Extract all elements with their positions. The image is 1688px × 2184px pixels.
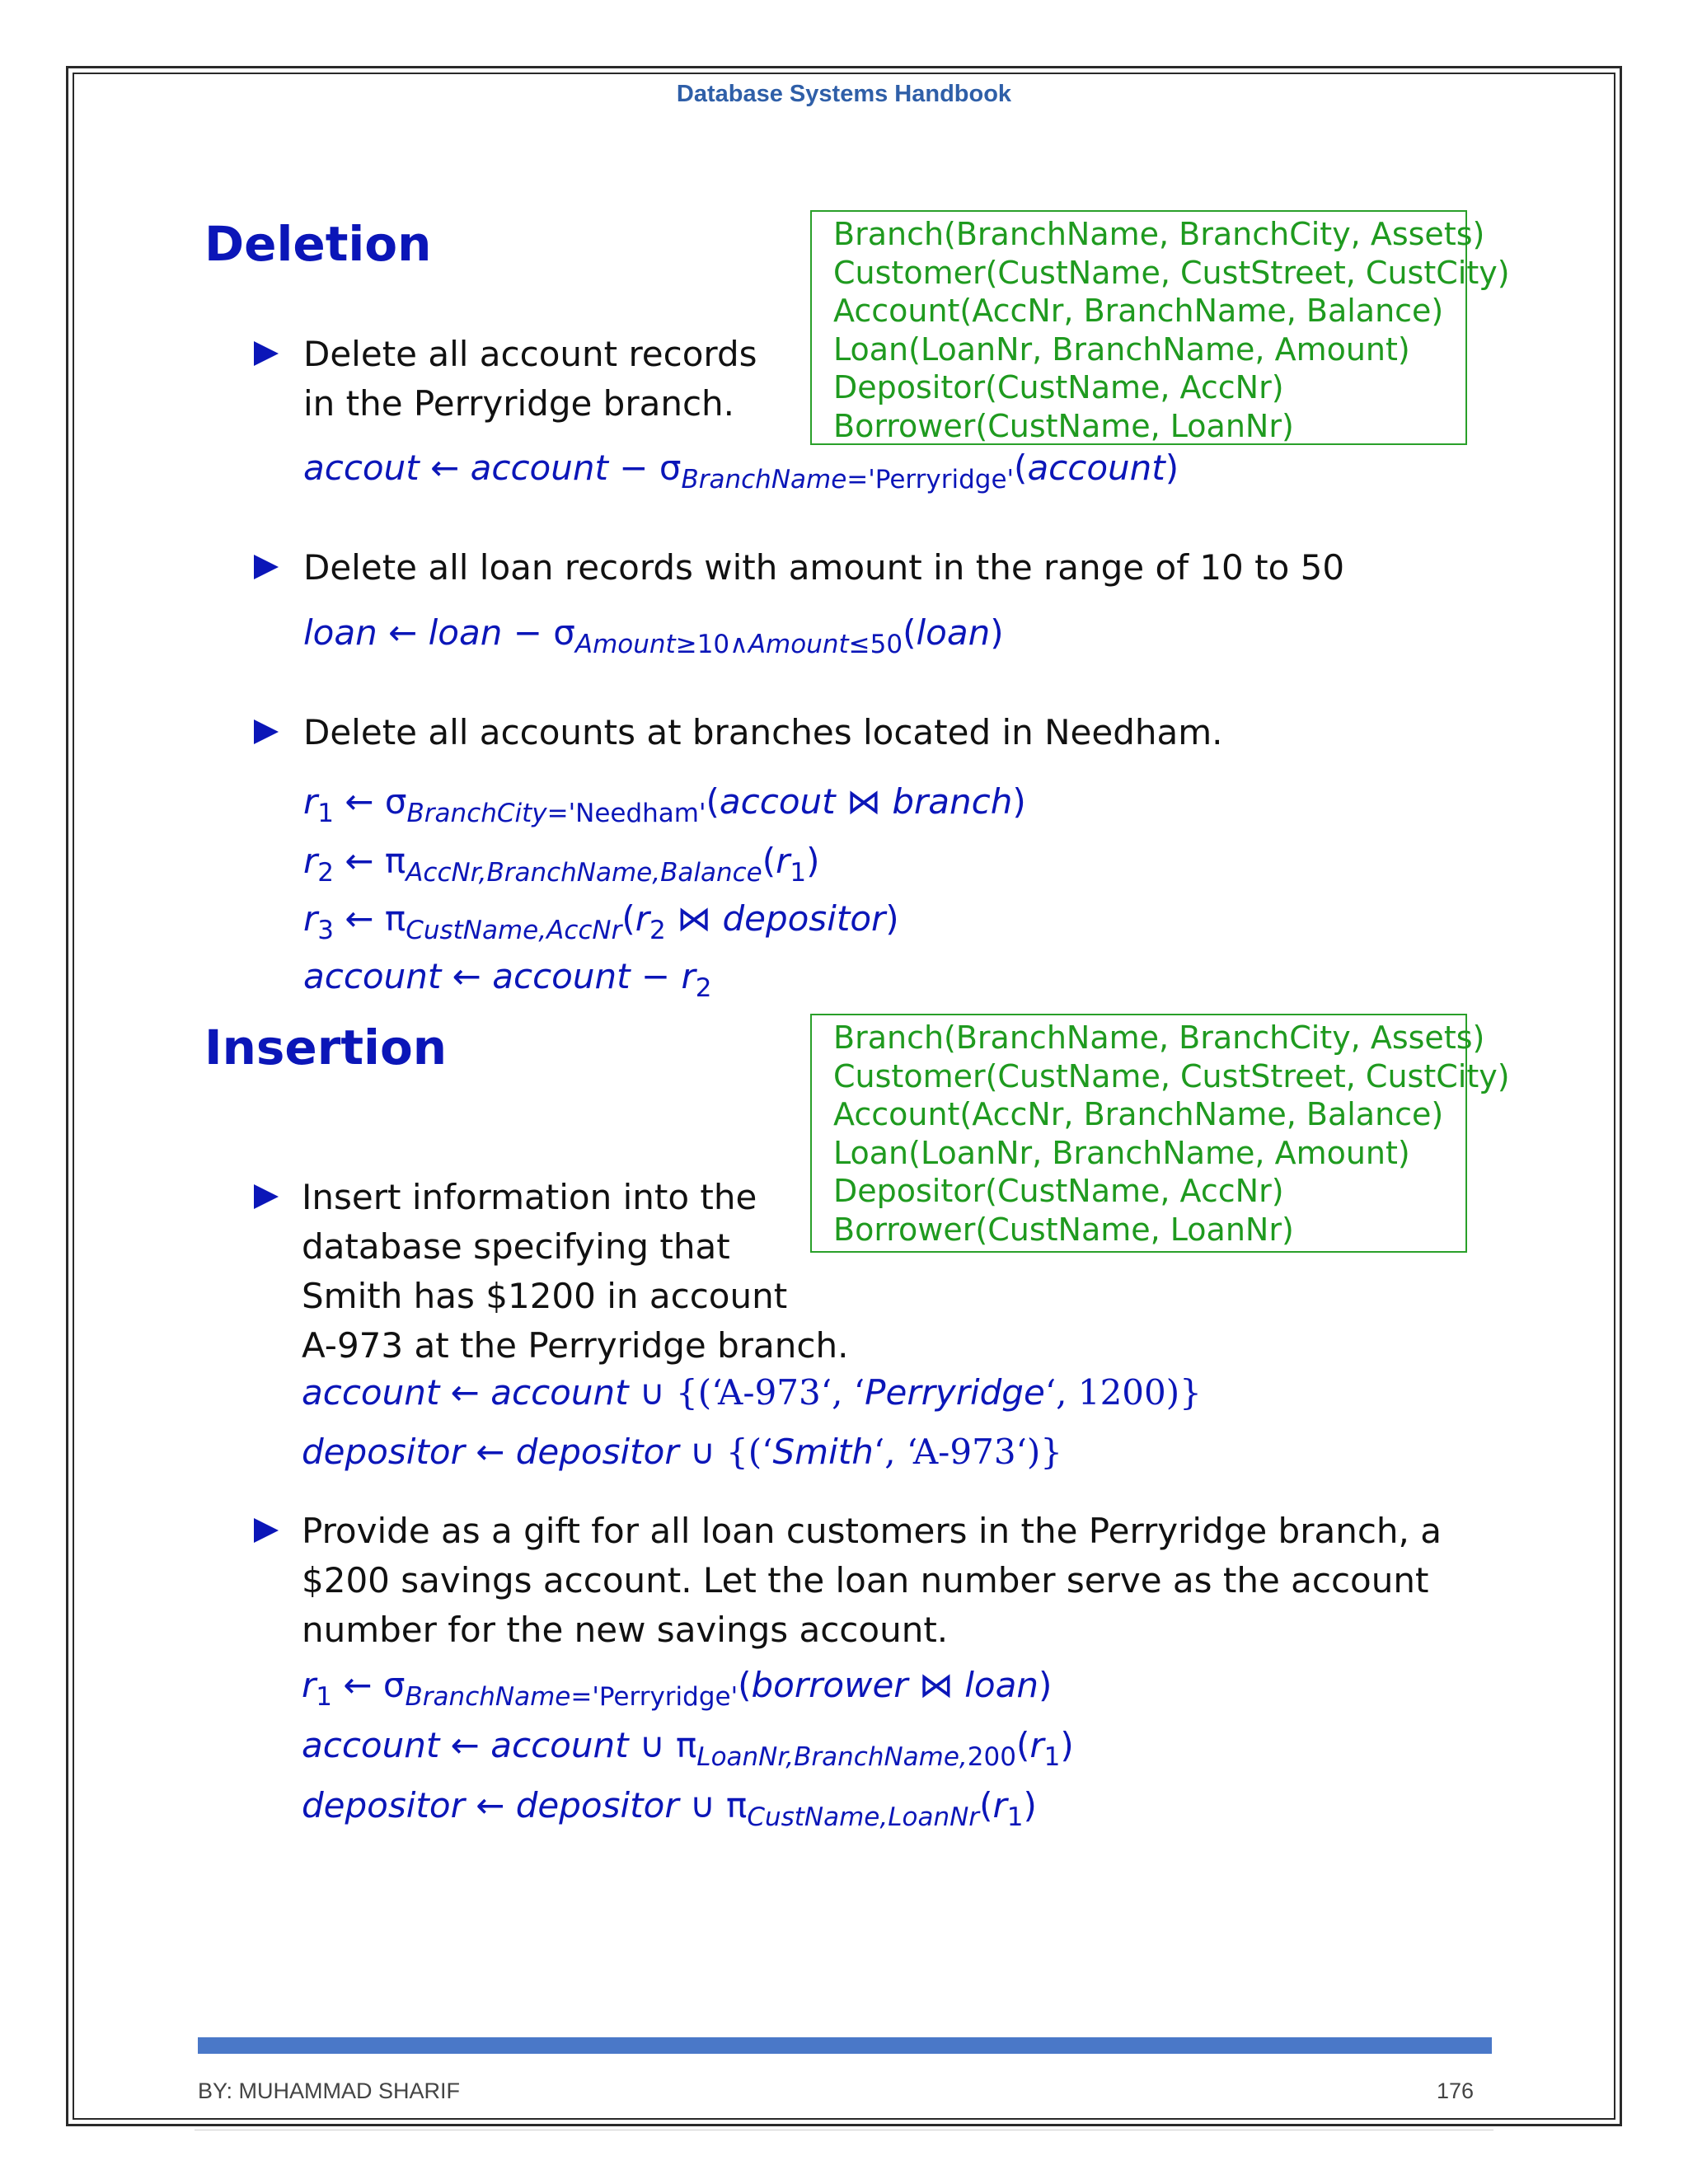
schema-line: Account(AccNr, BranchName, Balance): [833, 293, 1444, 329]
bullet-arrow-icon: [254, 719, 279, 744]
schema-line: Loan(LoanNr, BranchName, Amount): [833, 1134, 1410, 1171]
schema-box-deletion: [810, 210, 1510, 445]
schema-line: Borrower(CustName, LoanNr): [833, 407, 1294, 444]
schema-line: Branch(BranchName, BranchCity, Assets): [833, 216, 1485, 252]
bullet-arrow-icon: [254, 341, 279, 366]
page-header-title: Database Systems Handbook: [676, 81, 1012, 107]
bullet-arrow-icon: [254, 1518, 279, 1543]
bullet-text-delete-account: Delete all account records in the Perryridge branch.: [303, 334, 757, 424]
section-heading-insertion: Insertion: [204, 1019, 448, 1076]
footer-page-number: 176: [1436, 2079, 1474, 2103]
footer-divider-bar: [198, 2037, 1492, 2054]
schema-line: Loan(LoanNr, BranchName, Amount): [833, 330, 1410, 368]
formula-delete-account: accout ← account − $\sigma_{BranchName='Perryridge'}(account)$: [303, 448, 1179, 494]
section-heading-deletion: Deletion: [204, 216, 432, 272]
formula-gift-account: account ← account ∪ $\pi_{LoanNr,BranchName,200}(r_1)$: [302, 1725, 1074, 1772]
formula-insert-account: account ← account ∪ {(‘A-973‘, ‘Perryridge‘, 1200)}: [302, 1372, 1202, 1413]
schema-line: Customer(CustName, CustStreet, CustCity): [833, 254, 1510, 291]
schema-line: Branch(BranchName, BranchCity, Assets): [833, 1019, 1485, 1056]
formula-insert-depositor: depositor ← depositor ∪ {(‘Smith‘, ‘A-973‘)}: [302, 1432, 1062, 1472]
schema-line: Depositor(CustName, AccNr): [833, 369, 1284, 405]
footer-author: BY: MUHAMMAD SHARIF: [198, 2079, 461, 2103]
bullet-text-insert-gift: Provide as a gift for all loan customers in the Perryridge branch, a $200 savings account. Let the loan number serve as the account number for the new savings account.: [302, 1511, 1442, 1650]
schema-box-insertion: [810, 1014, 1510, 1253]
schema-line: Borrower(CustName, LoanNr): [833, 1211, 1294, 1248]
formula-needham-r1: $r_1$ ← $\sigma_{BranchCity='Needham'}(accout$ ⋈ branch): [303, 781, 1026, 828]
bullet-text-delete-needham: Delete all accounts at branches located in Needham.: [303, 712, 1223, 752]
bullet-arrow-icon: [254, 1184, 279, 1209]
bullet-arrow-icon: [254, 555, 279, 579]
formula-gift-r1: $r_1$ ← $\sigma_{BranchName='Perryridge'}(borrower$ ⋈ loan): [302, 1665, 1053, 1712]
schema-line: Customer(CustName, CustStreet, CustCity): [833, 1057, 1510, 1094]
bullet-text-delete-loan: Delete all loan records with amount in the range of 10 to 50: [303, 547, 1345, 588]
formula-needham-r2: $r_2$ ← $\pi_{AccNr,BranchName,Balance}(r_1)$: [303, 841, 820, 888]
formula-gift-depositor: depositor ← depositor ∪ $\pi_{CustName,LoanNr}(r_1)$: [302, 1785, 1037, 1832]
formula-needham-account: account ← account − $r_2$: [303, 956, 712, 1003]
bullet-text-insert-smith: Insert information into the database specifying that Smith has $1200 in account A-973 at the Perryridge branch.: [302, 1177, 849, 1366]
schema-line: Depositor(CustName, AccNr): [833, 1173, 1284, 1209]
formula-delete-loan: loan ← loan − $\sigma_{Amount\ge 10\wedge Amount\le 50}(loan)$: [303, 612, 1004, 659]
schema-line: Account(AccNr, BranchName, Balance): [833, 1096, 1444, 1132]
formula-needham-r3: $r_3$ ← $\pi_{CustName,AccNr}(r_2$ ⋈ depositor): [303, 898, 899, 945]
